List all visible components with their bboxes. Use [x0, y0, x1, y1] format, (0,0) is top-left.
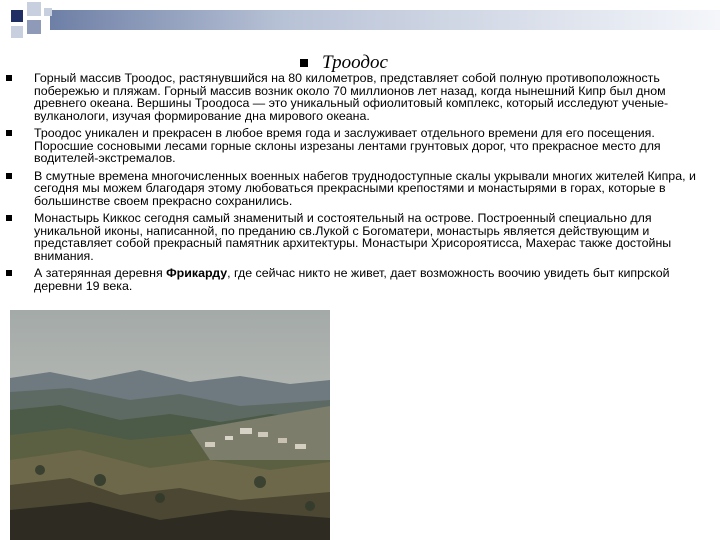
- bullet-icon: [6, 270, 12, 276]
- decor-square: [44, 8, 52, 16]
- decor-square-dark: [11, 10, 23, 22]
- list-item: [6, 212, 706, 262]
- paragraph-text: В смутные времена многочисленных военных набегов труднодоступные скалы укрывали многих жителей Кипра, и сегодня мы можем благодаря этому любоваться прекрасными крепостями и монастырями в горах, которые в большинстве своем прекрасно сохранились.: [34, 168, 696, 208]
- bullet-icon: [6, 75, 12, 81]
- paragraph-text: А затерянная деревня Фрикарду, где сейчас никто не живет, дает возможность воочию увидеть быт кипрской деревни 19 века.: [34, 266, 670, 293]
- title-row: [300, 52, 388, 74]
- paragraph-text: Горный массив Троодос, растянувшийся на 80 километров, представляет собой полную противоположность побережью и пляжам. Горный массив возник около 70 миллионов лет назад, когда нынешний Кипр был дном древнего океана. Вершины Троодоса — это уникальный офиолитовый комплекс, который исследуют ученые-вулканологи, изучая формирование дна мирового океана.: [34, 72, 669, 123]
- bullet-list: [6, 72, 706, 316]
- list-item: [6, 127, 706, 165]
- slide-title: Троодос: [322, 52, 388, 73]
- decor-square: [11, 26, 23, 38]
- decor-square: [27, 2, 41, 16]
- header-gradient-band: [50, 10, 720, 30]
- paragraph-text: Монастырь Киккос сегодня самый знаменитый и состоятельный на острове. Построенный специально для уникальной иконы, написанной, по преданию св.Лукой с Богоматери, монастырь является действующим и представляет собой прекрасный памятник архитектуры. Монастыри Хрисороятисса, Махерас также достойны внимания.: [34, 211, 672, 263]
- bullet-icon: [6, 130, 12, 136]
- bullet-icon: [6, 215, 12, 221]
- decor-square: [27, 20, 41, 34]
- village-name: Фрикарду: [166, 266, 228, 280]
- bullet-icon: [6, 173, 12, 179]
- list-item: [6, 72, 706, 122]
- paragraph-text: Троодос уникален и прекрасен в любое время года и заслуживает отдельного времени для его посещения. Поросшие сосновыми лесами горные склоны изрезаны лентами грунтовых дорог, что прекрасное место для водителей-экстремалов.: [34, 126, 661, 165]
- title-bullet-icon: [300, 59, 308, 67]
- list-item: [6, 170, 706, 208]
- header-decoration: [0, 0, 720, 50]
- list-item: [6, 267, 706, 292]
- mountain-landscape-photo: [10, 310, 330, 540]
